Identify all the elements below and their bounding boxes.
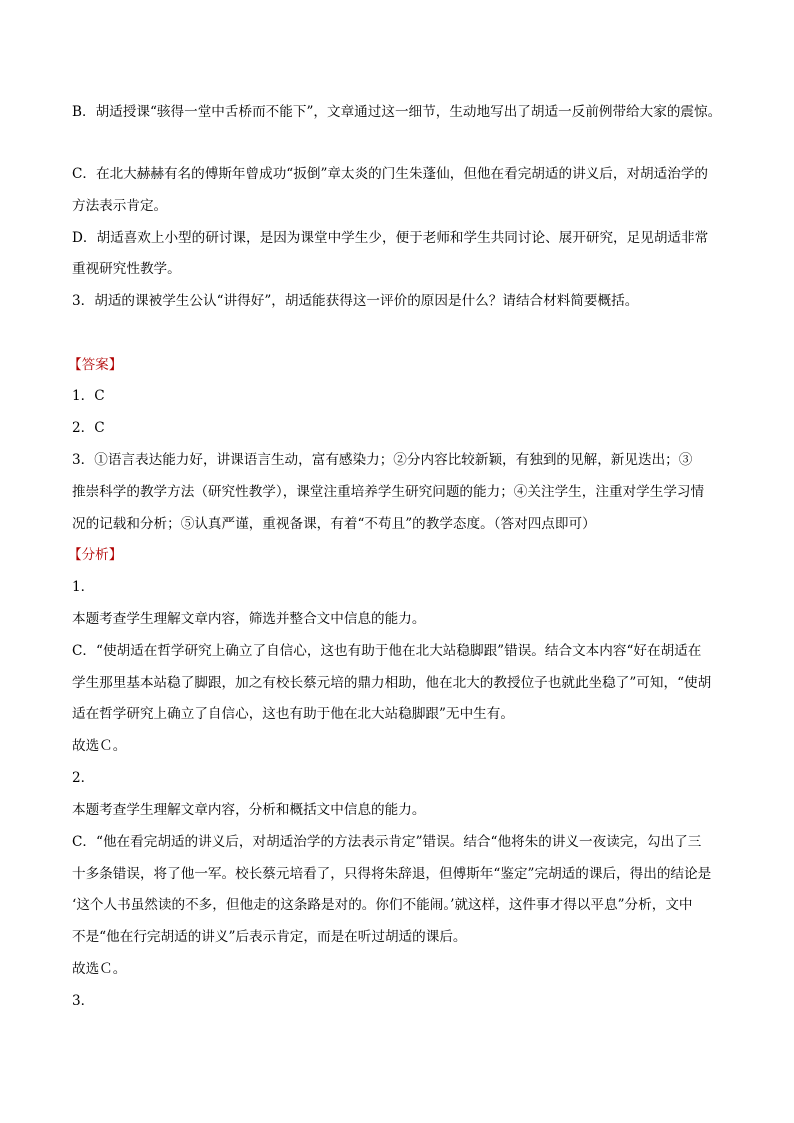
answer-3-line-1: 3．①语言表达能力好，讲课语言生动，富有感染力；②分内容比较新颖，有独到的见解，新见迭出；③ [72,452,693,468]
analysis-1-intro: 本题考查学生理解文章内容，筛选并整合文中信息的能力。 [72,611,426,627]
analysis-1-conclusion: 故选Ｃ。 [72,738,127,754]
option-c-line-1: C．在北大赫赫有名的傅斯年曾成功“扳倒”章太炎的门生朱蓬仙，但他在看完胡适的讲义后，对胡适治学的 [72,166,709,182]
analysis-1-line-3: 适在哲学研究上确立了自信心，这也有助于他在北大站稳脚跟”无中生有。 [72,706,514,722]
answer-heading: 【答案】 [68,357,123,373]
answer-1: 1．C [72,388,105,404]
analysis-1-line-1: C．“使胡适在哲学研究上确立了自信心，这也有助于他在北大站稳脚跟”错误。结合文本内容“好在胡适在 [72,643,702,659]
answer-2: 2．C [72,420,105,436]
analysis-2-line-4: 不是“他在行完胡适的讲义”后表示肯定，而是在听过胡适的课后。 [72,929,467,945]
question-3: 3．胡适的课被学生公认“讲得好”，胡适能获得这一评价的原因是什么？请结合材料简要概括。 [72,293,639,309]
analysis-2-line-1: C．“他在看完胡适的讲义后，对胡适治学的方法表示肯定”错误。结合“他将朱的讲义一夜读完，勾出了三 [72,834,702,850]
analysis-1-line-2: 学生那里基本站稳了脚跟，加之有校长蔡元培的鼎力相助，他在北大的教授位子也就此坐稳了”可知，“使胡 [72,675,712,691]
analysis-2-conclusion: 故选Ｃ。 [72,961,127,977]
analysis-2-line-2: 十多条错误，将了他一军。校长蔡元培看了，只得将朱辞退，但傅斯年“鉴定”完胡适的课后，得出的结论是 [72,866,712,882]
analysis-2-number: 2． [72,770,95,786]
analysis-2-line-3: ‘这个人书虽然读的不多，但他走的这条路是对的。你们不能闹。’就这样，这件事才得以平息”分析，文中 [72,897,693,913]
analysis-3-number: 3． [72,993,95,1009]
answer-3-line-3: 况的记载和分析；⑤认真严谨，重视备课，有着“不苟且”的教学态度。（答对四点即可） [72,516,596,532]
option-d-line-2: 重视研究性教学。 [72,261,181,277]
analysis-heading: 【分析】 [68,547,123,563]
analysis-2-intro: 本题考查学生理解文章内容，分析和概括文中信息的能力。 [72,802,426,818]
option-b: B．胡适授课“骇得一堂中舌桥而不能下”，文章通过这一细节，生动地写出了胡适一反前例带给大家的震惊。 [72,104,722,120]
answer-3-line-2: 推崇科学的教学方法（研究性教学），课堂注重培养学生研究问题的能力；④关注学生，注重对学生学习情 [72,484,705,500]
analysis-1-number: 1． [72,579,95,595]
option-c-line-2: 方法表示肯定。 [72,198,168,214]
option-d-line-1: D．胡适喜欢上小型的研讨课，是因为课堂中学生少，便于老师和学生共同讨论、展开研究，足见胡适非常 [72,230,709,246]
